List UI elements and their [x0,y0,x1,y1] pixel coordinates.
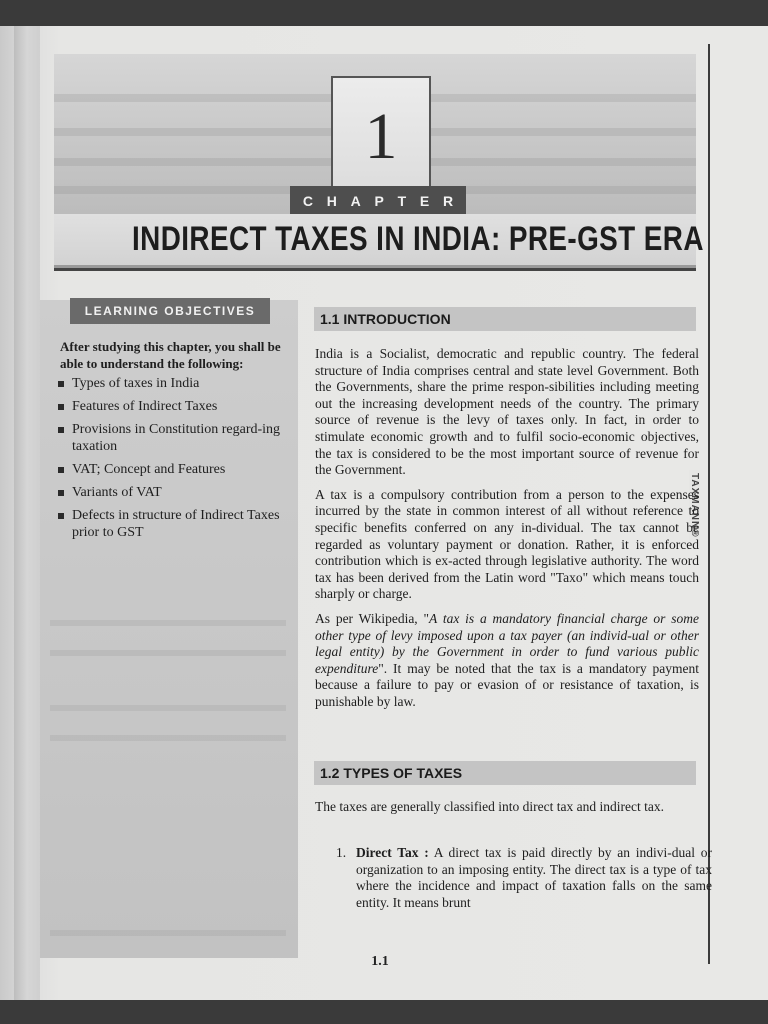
chapter-title: INDIRECT TAXES IN INDIA: PRE-GST ERA [132,220,704,258]
objective-item [58,461,296,478]
chapter-label-letter: C [302,193,313,209]
bleed-through-line [50,650,286,656]
publisher-mark: TAXMANN® [689,470,700,541]
term: Direct Tax : [356,845,429,860]
objective-text: VAT; Concept and Features [72,462,226,477]
objective-item [58,507,296,541]
bullet-icon [58,404,64,410]
objective-text: Provisions in Constitution regard-ing taxation [72,422,281,454]
wiki-tail: ". It may be noted that the tax is a mandatory payment because a failure to pay or evasion of or resistance of taxation, is punishable by law. [315,660,699,709]
wiki-lead: As per Wikipedia, " [315,610,430,626]
list-text [336,845,712,911]
chapter-number: 1 [364,100,398,173]
chapter-label-letter: A [350,193,361,209]
objective-item [58,375,296,392]
objective-text: Defects in structure of Indirect Taxes prior to GST [72,508,280,540]
bullet-icon [58,513,64,519]
paragraph: A tax is a compulsory contribution from a person to the expenses incurred by the state in common interest of all without reference to specific benefits conferred on any in-dividual. The tax cannot be regarded as voluntary payment or donation. Rather, it is enforced contribution which is ex-acted through legislative authority. The word tax has been derived from the Latin word "Taxo" which means touch sharply or charge. [315,486,699,602]
objective-item [58,421,296,455]
objective-text: Features of Indirect Taxes [72,399,218,414]
bleed-through-line [50,620,286,626]
bleed-through-line [50,705,286,711]
section-heading-types: 1.2 TYPES OF TAXES [314,761,696,785]
bullet-icon [58,490,64,496]
chapter-label [290,186,466,216]
objective-item [58,398,296,415]
book-spine [14,26,40,1000]
section-heading-introduction: 1.1 INTRODUCTION [314,307,696,331]
objective-item [58,484,296,501]
chapter-label-letter: T [397,193,407,209]
chapter-label-letter: R [443,193,454,209]
objective-text: Types of taxes in India [72,376,200,391]
learning-objectives-heading: LEARNING OBJECTIVES [70,298,270,324]
paragraph-wikipedia [315,611,699,711]
chapter-label-letter: E [419,193,430,209]
page-number: 1.1 [371,954,389,969]
types-intro: The taxes are generally classified into direct tax and indirect tax. [315,799,664,814]
learning-objectives-list [58,375,296,547]
chapter-number-box [331,76,431,198]
introduction-body [315,346,699,718]
wiki-quote: A tax is a mandatory financial charge or some other type of levy imposed upon a tax payer (an individ-ual or other legal entity) by the Government in order to fund various public expenditure [315,610,699,676]
paragraph: India is a Socialist, democratic and republic country. The federal structure of India comprises central and state level Government. Both the Governments, share the prime respon-sibilities including meeting out the increasing development needs of the country. The primary source of revenue is the levy of taxes only. In fact, in order to stimulate economic growth and to fulfil socio-economic objectives, the tax is considered to be the most important source of revenue for the Government. [315,346,699,478]
list-item-direct-tax [336,845,712,911]
bullet-icon [58,467,64,473]
learning-objectives-intro: After studying this chapter, you shall be able to understand the following: [60,339,281,371]
bullet-icon [58,427,64,433]
objective-text: Variants of VAT [72,485,162,500]
chapter-label-letter: H [326,193,337,209]
bleed-through-line [50,930,286,936]
bullet-icon [58,381,64,387]
chapter-label-letter: P [374,193,384,209]
margin-rule [708,44,710,964]
bleed-through-line [50,735,286,741]
definition: A direct tax is paid directly by an indivi-dual or organization to an imposing entity. The direct tax is a type of tax where the incidence and impact of taxation falls on the same entity. It means brunt [356,845,712,910]
list-number: 1. [336,845,347,860]
